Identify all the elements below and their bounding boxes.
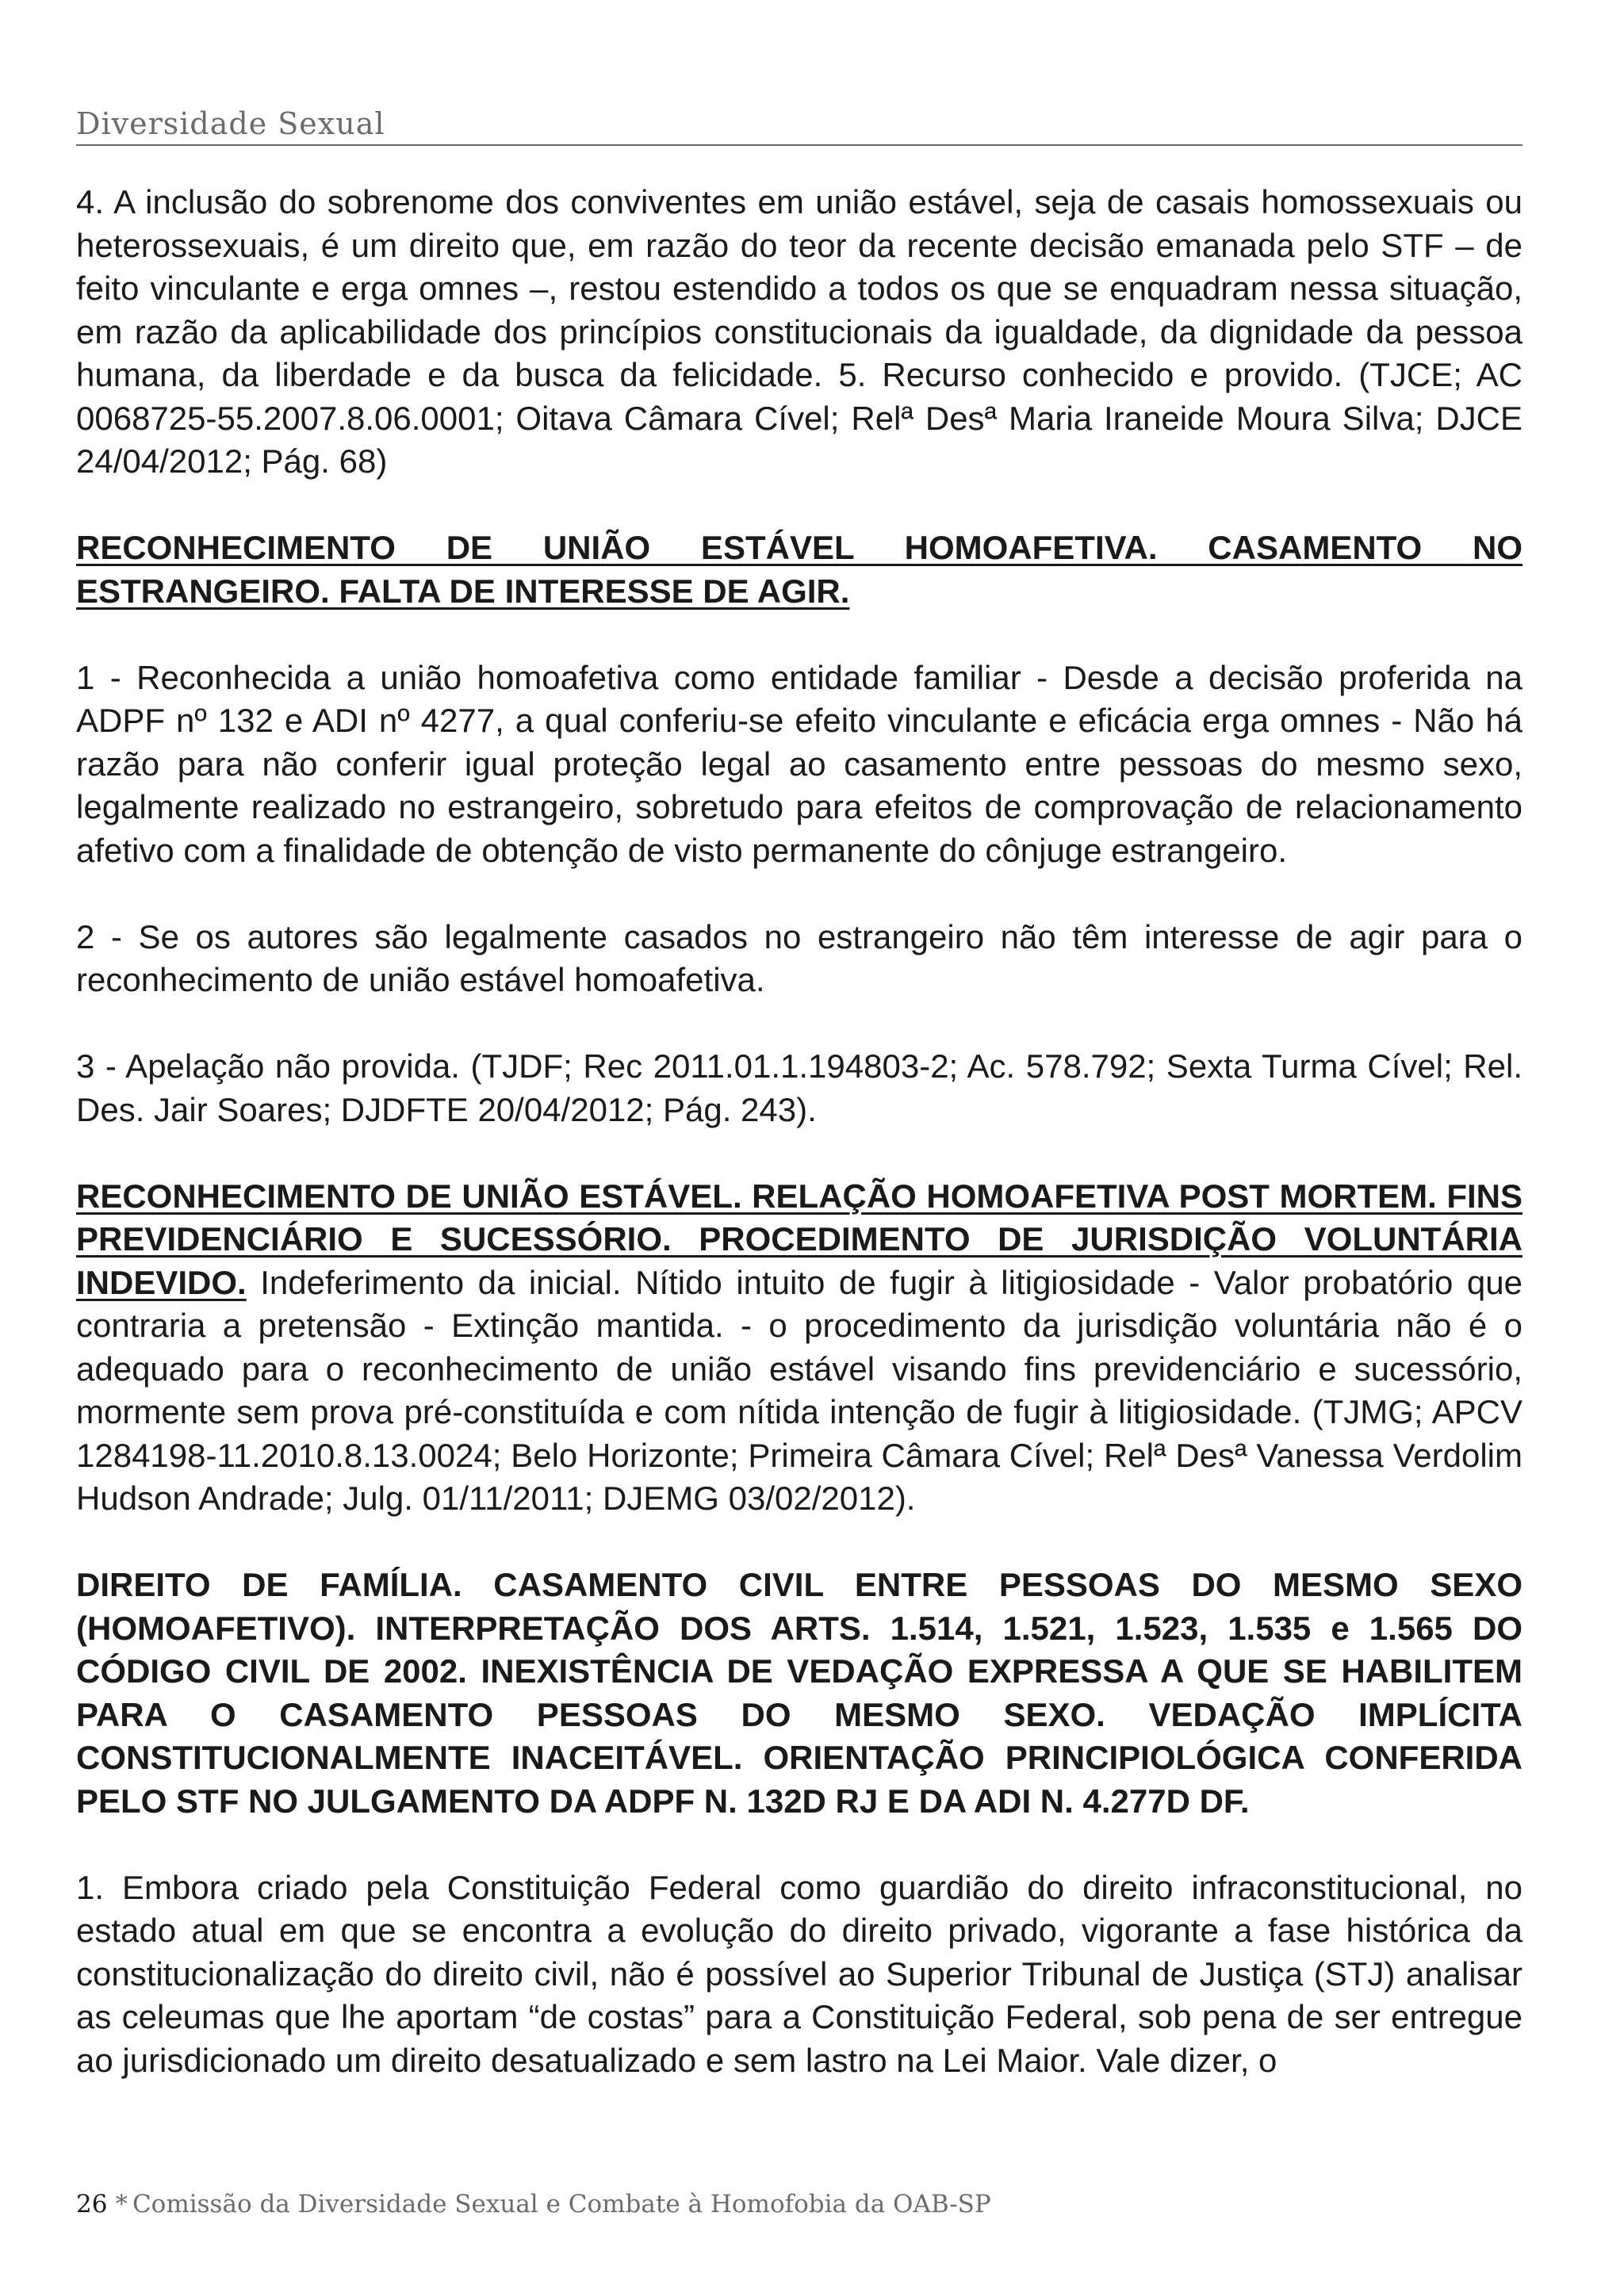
section-heading-2: RECONHECIMENTO DE UNIÃO ESTÁVEL. RELAÇÃO HOMOAFETIVA POST MORTEM. FINS PREVIDENCIÁRIO E SUCESSÓRIO. PROCEDIMENTO DE JURISDIÇÃO VOLUNTÁRIA INDEVIDO. [76,1177,1522,1301]
running-header [76,98,1522,146]
page-number: 26 [76,2190,108,2218]
document-body [76,181,1522,2126]
paragraph-2: 1 - Reconhecida a união homoafetiva como entidade familiar - Desde a decisão proferida na ADPF nº 132 e ADI nº 4277, a qual conferiu-se efeito vinculante e eficácia erga omnes - Não há razão para não conferir igual proteção legal ao casamento entre pessoas do mesmo sexo, legalmente realizado no estrangeiro, sobretudo para efeitos de comprovação de relacionamento afetivo com a finalidade de obtenção de visto permanente do cônjuge estrangeiro. [76,658,1522,869]
footer-text: Comissão da Diversidade Sexual e Combate à Homofobia da OAB-SP [132,2190,991,2218]
paragraph-5: Indeferimento da inicial. Nítido intuito de fugir à litigiosidade - Valor probatório que contraria a pretensão - Extinção mantida. - o procedimento da jurisdição voluntária não é o adequado para o reconhecimento de união estável visando fins previdenciário e sucessório, mormente sem prova pré-constituída e com nítida intenção de fugir à litigiosidade. (TJMG; APCV 1284198-11.2010.8.13.0024; Belo Horizonte; Primeira Câmara Cível; Relª Desª Vanessa Verdolim Hudson Andrade; Julg. 01/11/2011; DJEMG 03/02/2012). [76,1263,1522,1517]
star-icon: * [115,2190,128,2218]
running-header-title: Diversidade Sexual [76,106,385,141]
paragraph-3: 2 - Se os autores são legalmente casados no estrangeiro não têm interesse de agir para o reconhecimento de união estável homoafetiva. [76,917,1522,998]
paragraph-1: 4. A inclusão do sobrenome dos conviventes em união estável, seja de casais homossexuais ou heterossexuais, é um direito que, em razão do teor da recente decisão emanada pelo STF – de feito vinculante e erga omnes –, restou estendido a todos os que se enquadram nessa situação, em razão da aplicabilidade dos princípios constitucionais da igualdade, da dignidade da pessoa humana, da liberdade e da busca da felicidade. 5. Recurso conhecido e provido. (TJCE; AC 0068725-55.2007.8.06.0001; Oitava Câmara Cível; Relª Desª Maria Iraneide Moura Silva; DJCE 24/04/2012; Pág. 68) [76,183,1522,480]
page-footer [76,2190,1522,2218]
document-page [76,0,1522,2274]
section-heading-1: RECONHECIMENTO DE UNIÃO ESTÁVEL HOMOAFETIVA. CASAMENTO NO ESTRANGEIRO. FALTA DE INTERESSE DE AGIR. [76,529,1522,610]
paragraph-6: 1. Embora criado pela Constituição Federal como guardião do direito infraconstitucional, no estado atual em que se encontra a evolução do direito privado, vigorante a fase histórica da constitucionalização do direito civil, não é possível ao Superior Tribunal de Justiça (STJ) analisar as celeumas que lhe aportam “de costas” para a Constituição Federal, sob pena de ser entregue ao jurisdicionado um direito desatualizado e sem lastro na Lei Maior. Vale dizer, o [76,1868,1522,2079]
section-2 [76,1175,1522,1521]
section-heading-3: DIREITO DE FAMÍLIA. CASAMENTO CIVIL ENTRE PESSOAS DO MESMO SEXO (HOMOAFETIVO). INTERPRETAÇÃO DOS ARTS. 1.514, 1.521, 1.523, 1.535 e 1.565 DO CÓDIGO CIVIL DE 2002. INEXISTÊNCIA DE VEDAÇÃO EXPRESSA A QUE SE HABILITEM PARA O CASAMENTO PESSOAS DO MESMO SEXO. VEDAÇÃO IMPLÍCITA CONSTITUCIONALMENTE INACEITÁVEL. ORIENTAÇÃO PRINCIPIOLÓGICA CONFERIDA PELO STF NO JULGAMENTO DA ADPF N. 132D RJ E DA ADI N. 4.277D DF. [76,1566,1522,1820]
paragraph-4: 3 - Apelação não provida. (TJDF; Rec 2011.01.1.194803-2; Ac. 578.792; Sexta Turma Cível; Rel. Des. Jair Soares; DJDFTE 20/04/2012; Pág. 243). [76,1047,1522,1128]
